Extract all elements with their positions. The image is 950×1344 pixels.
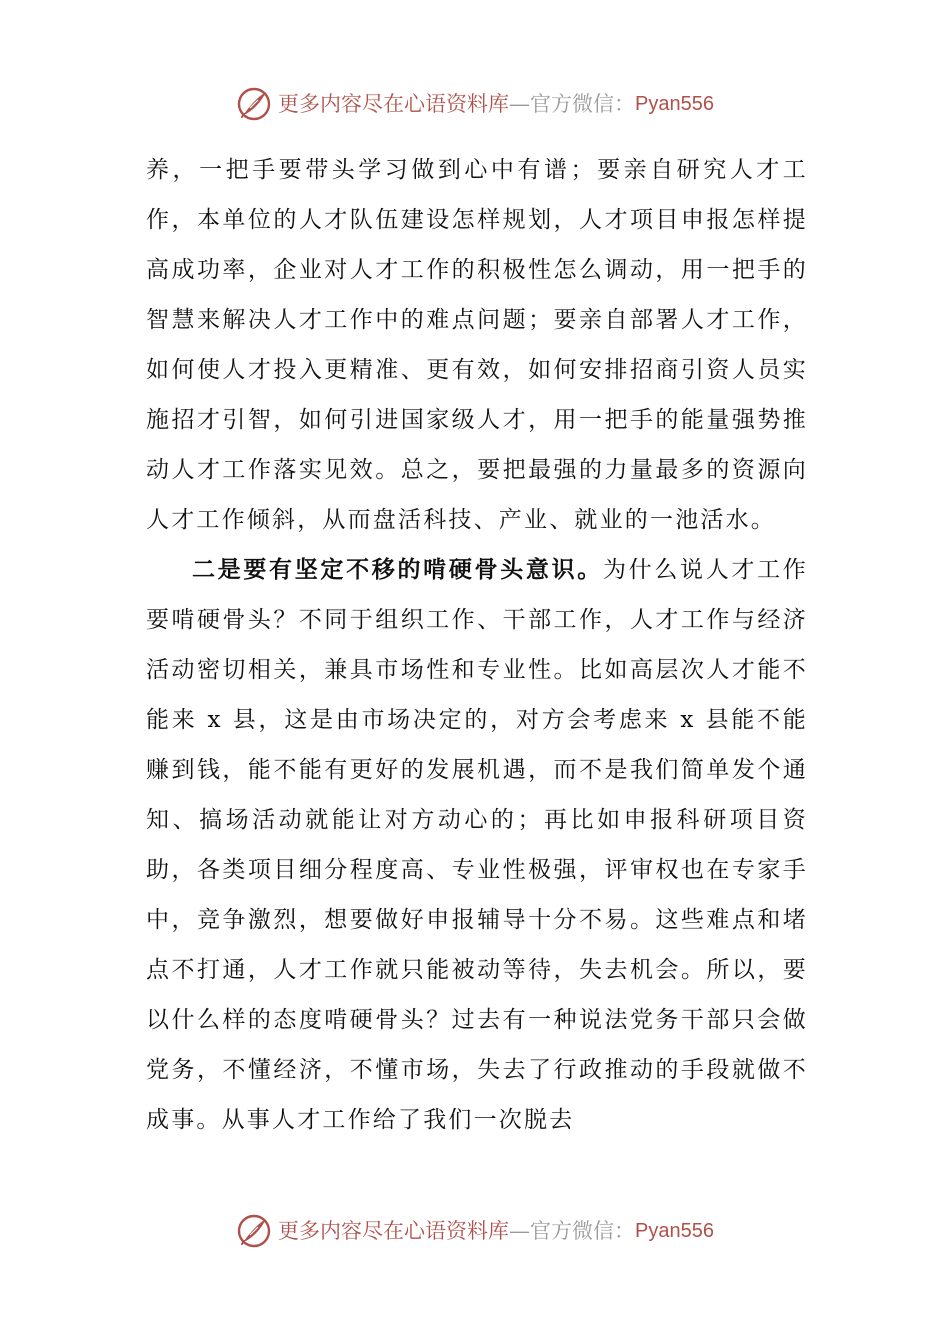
watermark-account: Pyan556	[635, 1220, 714, 1242]
paragraph-2-lead: 二是要有坚定不移的啃硬骨头意识。	[192, 556, 603, 583]
watermark-brand: 更多内容尽在心语资料库	[278, 91, 510, 116]
watermark-brand: 更多内容尽在心语资料库	[278, 1218, 510, 1243]
paragraph-1	[146, 145, 808, 545]
paragraph-2	[146, 545, 808, 1145]
paragraph-2-text: 为什么说人才工作要啃硬骨头？不同于组织工作、干部工作，人才工作与经济活动密切相关，兼具市场性和专业性。比如高层次人才能不能来 x 县，这是由市场决定的，对方会考虑来 x 县能不能赚到钱，能不能有更好的发展机遇，而不是我们简单发个通知、搞场活动就能让对方动心的；再比如申报科研项目资助，各类项目细分程度高、专业性极强，评审权也在专家手中，竞争激烈，想要做好申报辅导十分不易。这些难点和堵点不打通，人才工作就只能被动等待，失去机会。所以，要以什么样的态度啃硬骨头？过去有一种说法党务干部只会做党务，不懂经济，不懂市场，失去了行政推动的手段就做不成事。从事人才工作给了我们一次脱去	[146, 557, 808, 1133]
feather-pen-stamp-icon	[236, 1213, 272, 1249]
watermark-text	[278, 1218, 714, 1243]
watermark-official-label: —官方微信：	[509, 91, 636, 116]
paragraph-1-text: 养，一把手要带头学习做到心中有谱；要亲自研究人才工作，本单位的人才队伍建设怎样规划，人才项目申报怎样提高成功率，企业对人才工作的积极性怎么调动，用一把手的智慧来解决人才工作中的难点问题；要亲自部署人才工作，如何使人才投入更精准、更有效，如何安排招商引资人员实施招才引智，如何引进国家级人才，用一把手的能量强势推动人才工作落实见效。总之，要把最强的力量最多的资源向人才工作倾斜，从而盘活科技、产业、就业的一池活水。	[146, 157, 808, 533]
footer-watermark	[0, 1211, 950, 1251]
watermark-account: Pyan556	[635, 93, 714, 115]
document-body	[146, 145, 808, 1145]
watermark-text	[278, 91, 714, 116]
header-watermark	[0, 84, 950, 124]
feather-pen-stamp-icon	[236, 86, 272, 122]
watermark-official-label: —官方微信：	[509, 1218, 636, 1243]
